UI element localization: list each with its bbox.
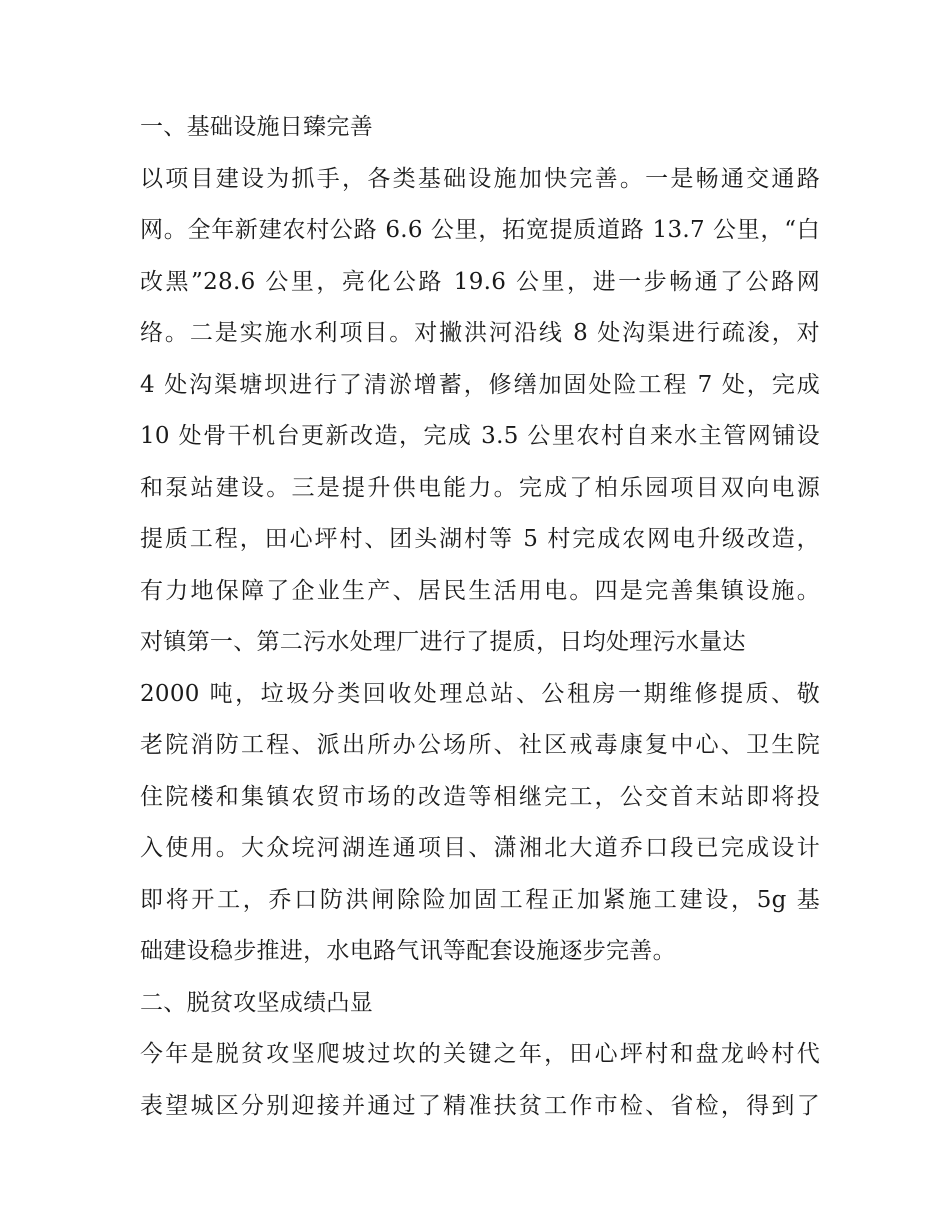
paragraph-line: 有力地保障了企业生产、居民生活用电。四是完善集镇设施。 <box>140 577 820 604</box>
paragraph-line: 础建设稳步推进，水电路气讯等配套设施逐步完善。 <box>140 938 676 964</box>
section-heading: 一、基础设施日臻完善 <box>140 114 373 140</box>
paragraph-line: 改黑”28.6 公里，亮化公路 19.6 公里，进一步畅通了公路网 <box>140 268 820 295</box>
paragraph-line: 即将开工，乔口防洪闸除险加固工程正加紧施工建设，5g 基 <box>140 886 820 913</box>
paragraph-line: 老院消防工程、派出所办公场所、社区戒毒康复中心、卫生院 <box>140 732 820 758</box>
paragraph-line: 网。全年新建农村公路 6.6 公里，拓宽提质道路 13.7 公里，“白 <box>140 217 820 243</box>
paragraph-line: 住院楼和集镇农贸市场的改造等相继完工，公交首末站即将投 <box>140 783 820 810</box>
paragraph-line: 提质工程，田心坪村、团头湖村等 5 村完成农网电升级改造， <box>140 526 820 552</box>
paragraph-line: 对镇第一、第二污水处理厂进行了提质，日均处理污水量达 <box>140 629 746 655</box>
section-heading: 二、脱贫攻坚成绩凸显 <box>140 989 373 1016</box>
paragraph-line: 2000 吨，垃圾分类回收处理总站、公租房一期维修提质、敬 <box>140 680 820 707</box>
paragraph-line: 表望城区分别迎接并通过了精准扶贫工作市检、省检，得到了 <box>140 1092 820 1119</box>
paragraph-line: 络。二是实施水利项目。对撇洪河沿线 8 处沟渠进行疏浚，对 <box>140 320 820 346</box>
paragraph-line: 以项目建设为抓手，各类基础设施加快完善。一是畅通交通路 <box>140 165 820 192</box>
paragraph-line: 10 处骨干机台更新改造，完成 3.5 公里农村自来水主管网铺设 <box>140 423 820 449</box>
paragraph-line: 入使用。大众垸河湖连通项目、潇湘北大道乔口段已完成设计 <box>140 835 820 861</box>
paragraph-line: 今年是脱贫攻坚爬坡过坎的关键之年，田心坪村和盘龙岭村代 <box>140 1041 820 1067</box>
paragraph-line: 4 处沟渠塘坝进行了清淤增蓄，修缮加固处险工程 7 处，完成 <box>140 371 820 398</box>
paragraph-line: 和泵站建设。三是提升供电能力。完成了柏乐园项目双向电源 <box>140 474 820 501</box>
document-page <box>140 102 820 1132</box>
